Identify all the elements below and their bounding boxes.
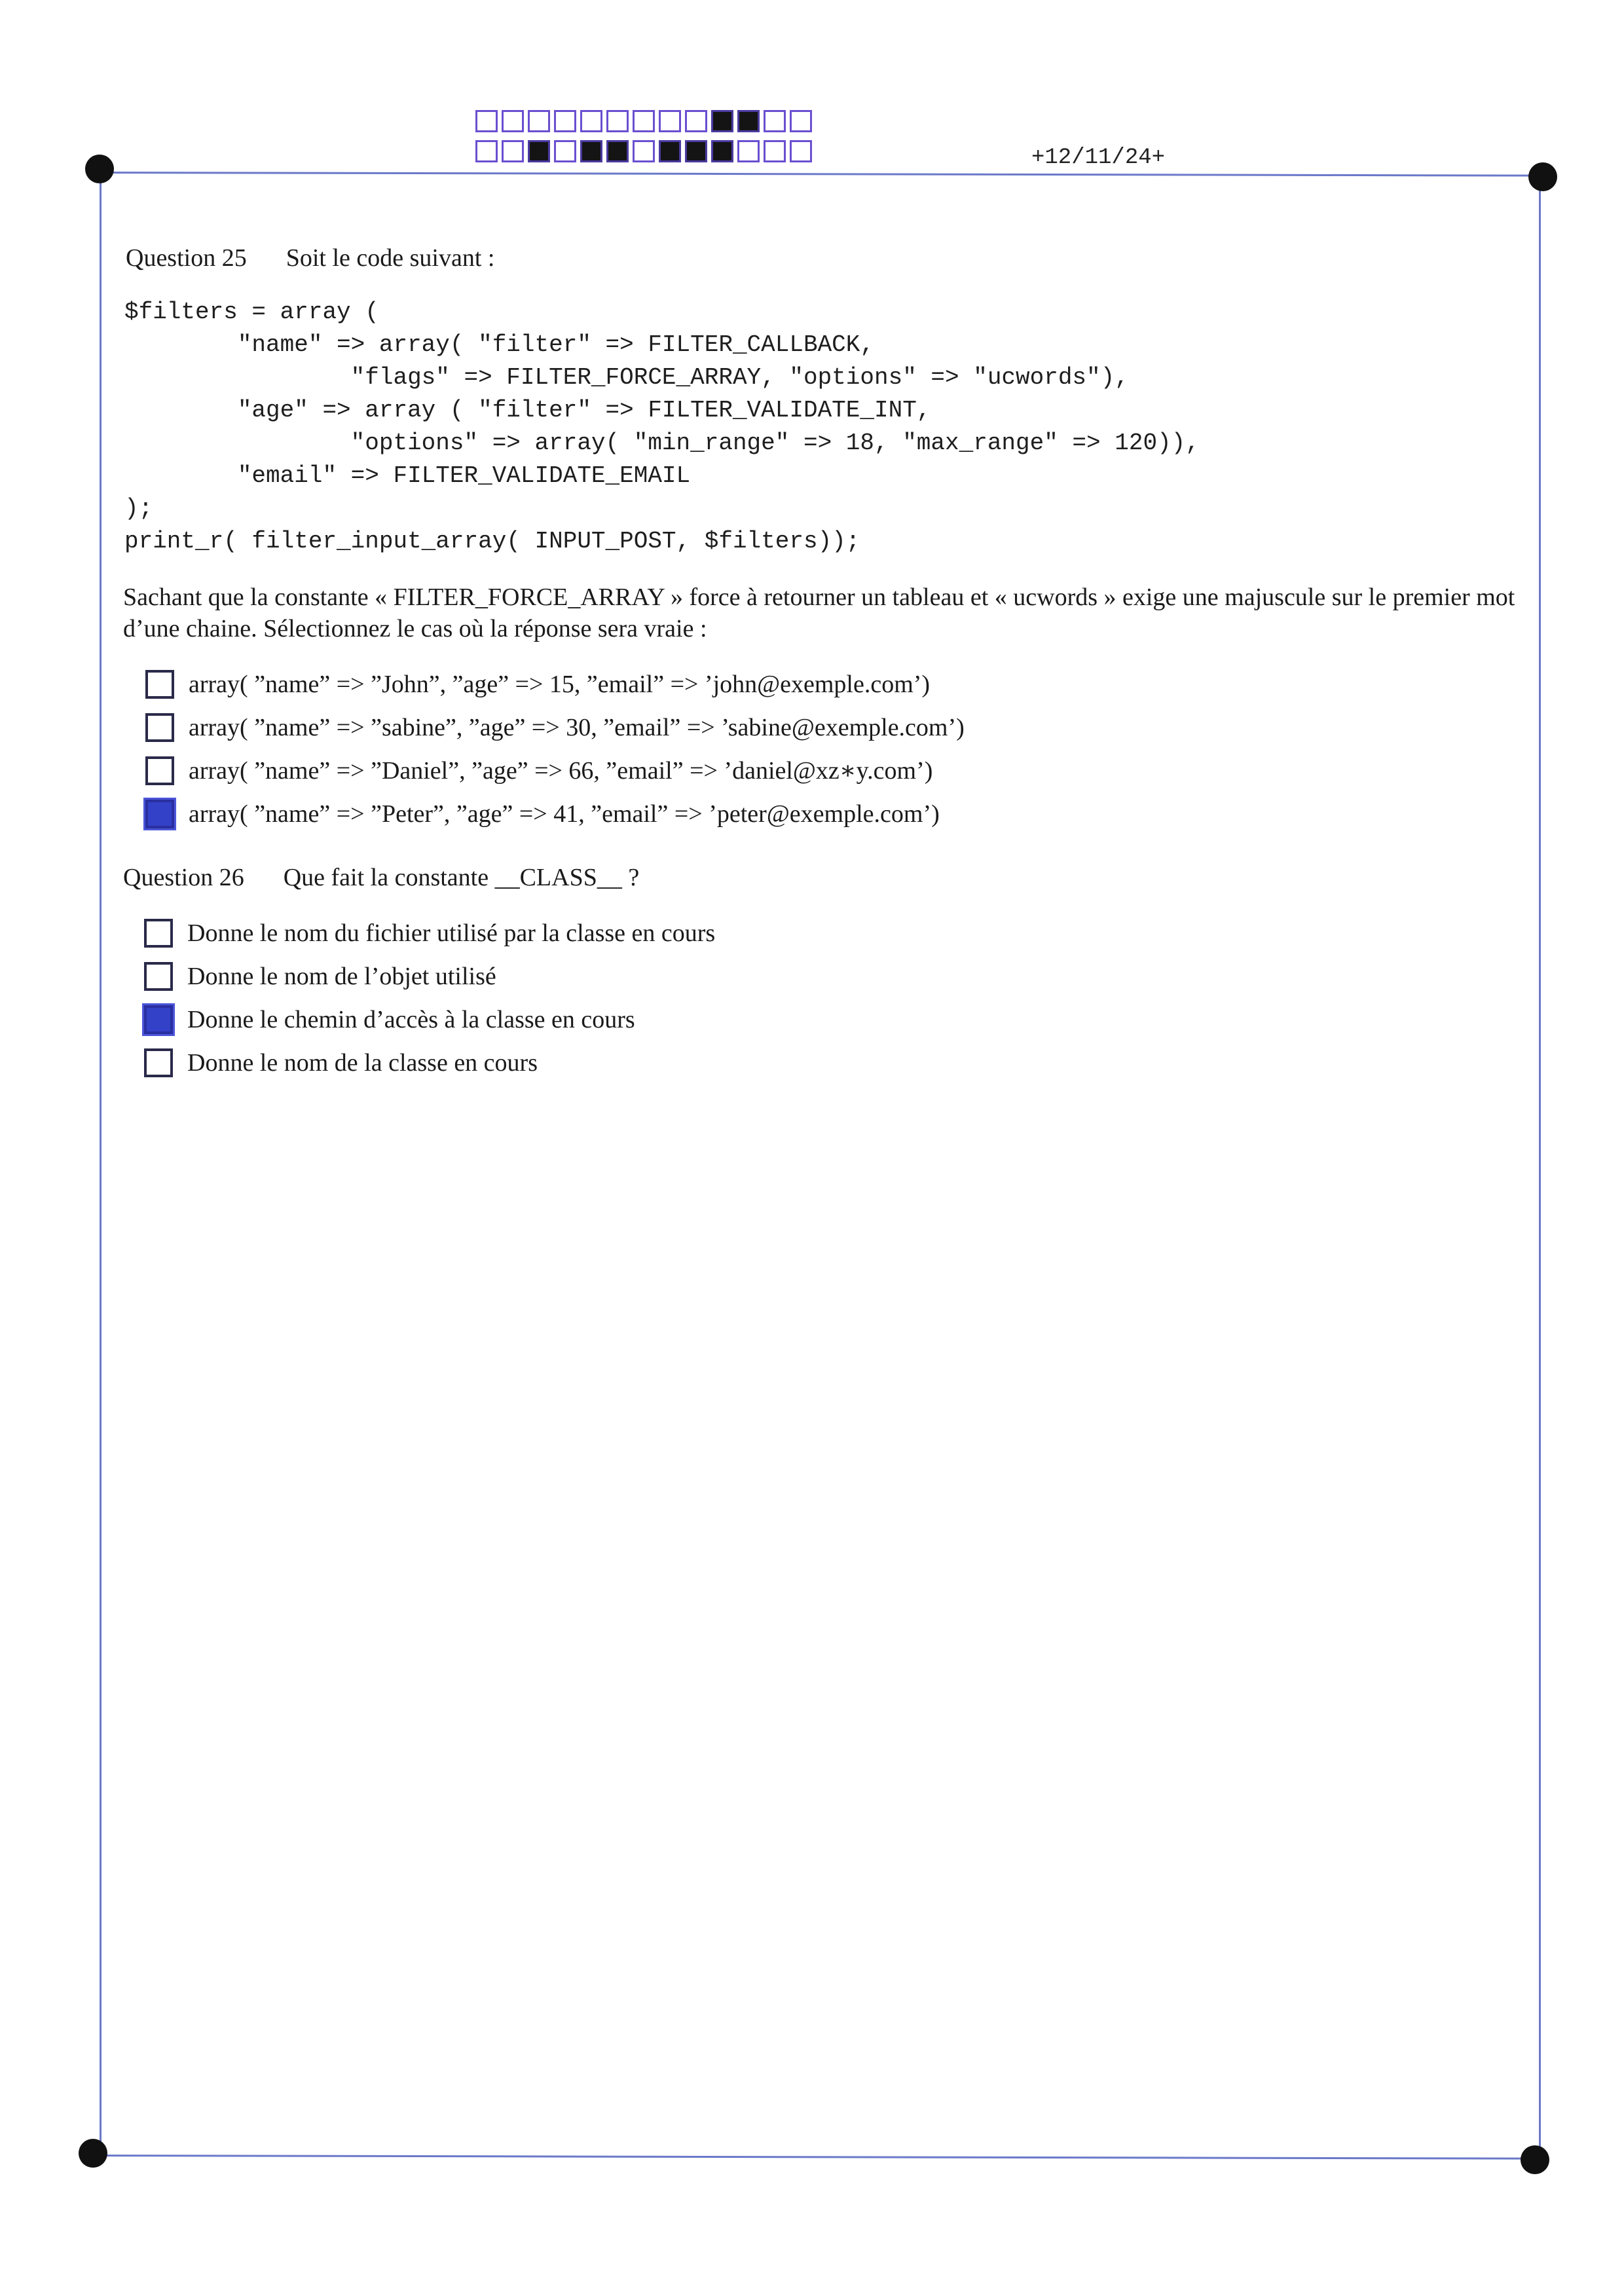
checkbox[interactable] <box>145 670 174 699</box>
question-26-answers <box>144 912 715 1084</box>
id-grid-cell <box>711 140 733 162</box>
frame-left-line <box>100 172 101 2156</box>
answer-option[interactable] <box>144 955 715 998</box>
answer-text: Donne le nom de l’objet utilisé <box>187 963 496 990</box>
id-grid-row-1 <box>475 110 812 132</box>
id-grid-cell <box>685 140 707 162</box>
answer-text: Donne le chemin d’accès à la classe en cours <box>187 1006 635 1033</box>
answer-text: Donne le nom de la classe en cours <box>187 1049 538 1077</box>
id-grid-cell <box>502 110 524 132</box>
id-grid-cell <box>475 110 498 132</box>
id-grid-cell <box>606 110 629 132</box>
checkbox[interactable] <box>144 962 173 991</box>
answer-text: array( ”name” => ”John”, ”age” => 15, ”email” => ’john@exemple.com’) <box>189 671 931 698</box>
id-grid-cell <box>659 110 681 132</box>
id-grid-cell <box>633 140 655 162</box>
question-number: Question 26 <box>123 864 244 891</box>
id-grid-cell <box>633 110 655 132</box>
id-grid-cell <box>790 110 812 132</box>
answer-option[interactable] <box>145 663 965 706</box>
corner-marker-top-left <box>85 155 114 183</box>
id-grid-cell <box>737 110 760 132</box>
question-25-answers <box>145 663 965 836</box>
id-grid-cell <box>554 140 576 162</box>
answer-option[interactable] <box>145 792 965 836</box>
page-header-date: +12/11/24+ <box>1031 145 1166 170</box>
question-25-statement: Sachant que la constante « FILTER_FORCE_ARRAY » force à retourner un tableau et « ucwords » exige une majuscule sur le premier mot d’une chaine. Sélectionnez le cas où la réponse sera vraie : <box>123 583 1515 642</box>
id-grid-cell <box>502 140 524 162</box>
checkbox-checked[interactable] <box>145 800 174 828</box>
code-snippet: $filters = array ( "name" => array( "filter" => FILTER_CALLBACK, "flags" => FILTER_FORCE_ARRAY, "options" => "ucwords"), "age" => array ( "filter" => FILTER_VALIDATE_INT, "options" => array( "min_range" => 18, "max_range" => 120)), "email" => FILTER_VALIDATE_EMAIL ); print_r( filter_input_array( INPUT_POST, $filters)); <box>124 299 1200 555</box>
corner-marker-top-right <box>1528 162 1557 191</box>
question-prompt: Que fait la constante __CLASS__ ? <box>283 864 640 891</box>
checkbox-checked[interactable] <box>144 1005 173 1034</box>
id-grid-cell <box>606 140 629 162</box>
corner-marker-bottom-left <box>79 2139 107 2168</box>
id-grid-cell <box>659 140 681 162</box>
answer-text: Donne le nom du fichier utilisé par la classe en cours <box>187 919 716 947</box>
question-26-heading <box>123 863 639 892</box>
answer-option[interactable] <box>144 912 715 955</box>
id-grid-cell <box>711 110 733 132</box>
answer-option[interactable] <box>144 1041 715 1084</box>
answer-option[interactable] <box>145 749 965 792</box>
corner-marker-bottom-right <box>1521 2145 1549 2174</box>
id-grid-cell <box>764 110 786 132</box>
checkbox[interactable] <box>144 1048 173 1077</box>
id-grid-row-2 <box>475 140 812 162</box>
id-grid-cell <box>790 140 812 162</box>
checkbox[interactable] <box>145 756 174 785</box>
question-prompt: Soit le code suivant : <box>286 244 495 272</box>
id-grid-cell <box>764 140 786 162</box>
checkbox[interactable] <box>145 713 174 742</box>
id-grid-cell <box>528 110 550 132</box>
answer-text: array( ”name” => ”sabine”, ”age” => 30, ”email” => ’sabine@exemple.com’) <box>189 714 965 741</box>
question-number: Question 25 <box>126 244 247 272</box>
id-grid-cell <box>737 140 760 162</box>
answer-option[interactable] <box>145 706 965 749</box>
frame-top-line <box>100 172 1540 177</box>
answer-text: array( ”name” => ”Daniel”, ”age” => 66, ”email” => ’daniel@xz∗y.com’) <box>189 757 933 785</box>
id-grid-cell <box>580 140 602 162</box>
answer-text: array( ”name” => ”Peter”, ”age” => 41, ”email” => ’peter@exemple.com’) <box>189 800 940 828</box>
id-grid-cell <box>580 110 602 132</box>
answer-option[interactable] <box>144 998 715 1041</box>
frame-bottom-line <box>93 2155 1534 2160</box>
frame-right-line <box>1539 176 1541 2157</box>
id-grid-cell <box>685 110 707 132</box>
id-grid-cell <box>475 140 498 162</box>
id-grid-cell <box>554 110 576 132</box>
id-grid-cell <box>528 140 550 162</box>
checkbox[interactable] <box>144 919 173 948</box>
question-25-heading <box>126 244 494 272</box>
